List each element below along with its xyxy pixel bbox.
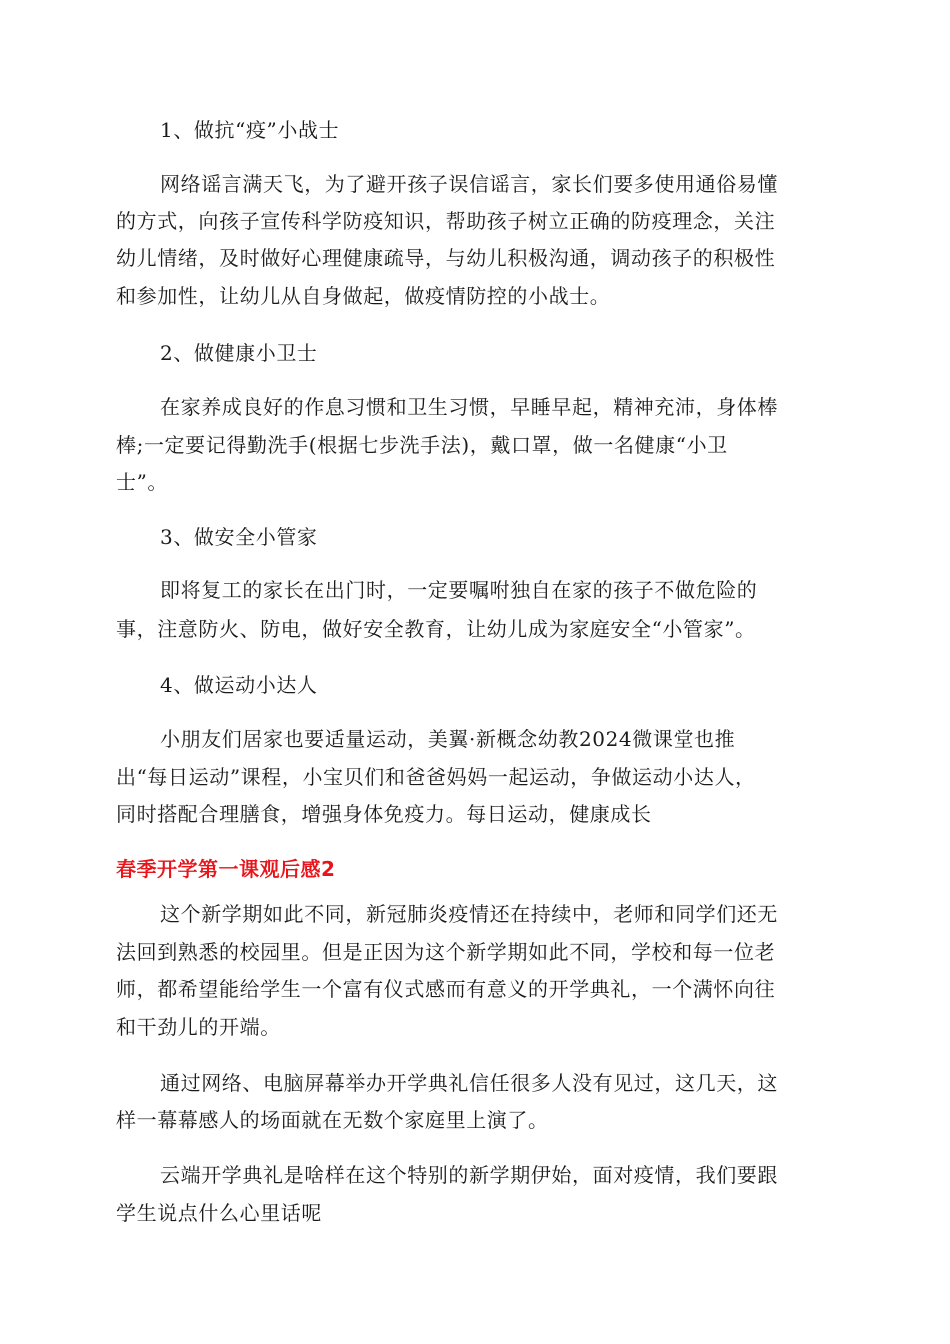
section-3-line-2: 事，注意防火、防电，做好安全教育，让幼儿成为家庭安全“小管家”。 xyxy=(116,617,756,641)
article-p1-line-4: 和干劲儿的开端。 xyxy=(116,1015,281,1039)
article-p1-line-1: 这个新学期如此不同，新冠肺炎疫情还在持续中，老师和同学们还无 xyxy=(160,902,778,926)
section-2-line-1: 在家养成良好的作息习惯和卫生习惯，早睡早起，精神充沛，身体棒 xyxy=(160,395,778,419)
section-3-title: 3、做安全小管家 xyxy=(160,525,318,549)
article-heading: 春季开学第一课观后感2 xyxy=(116,857,336,881)
article-p1-line-2: 法回到熟悉的校园里。但是正因为这个新学期如此不同，学校和每一位老 xyxy=(116,940,776,964)
section-1-line-1: 网络谣言满天飞，为了避开孩子误信谣言，家长们要多使用通俗易懂 xyxy=(160,172,778,196)
article-p2-line-1: 通过网络、电脑屏幕举办开学典礼信任很多人没有见过，这几天，这 xyxy=(160,1071,778,1095)
section-4-line-1: 小朋友们居家也要适量运动，美翼·新概念幼教2024微课堂也推 xyxy=(160,727,736,751)
section-1-line-2: 的方式，向孩子宣传科学防疫知识，帮助孩子树立正确的防疫理念，关注 xyxy=(116,209,776,233)
article-p3-line-1: 云端开学典礼是啥样在这个特别的新学期伊始，面对疫情，我们要跟 xyxy=(160,1163,778,1187)
section-1-line-4: 和参加性，让幼儿从自身做起，做疫情防控的小战士。 xyxy=(116,284,611,308)
section-4-line-3: 同时搭配合理膳食，增强身体免疫力。每日运动，健康成长 xyxy=(116,802,652,826)
section-2-line-3: 士”。 xyxy=(116,470,169,494)
section-2-title: 2、做健康小卫士 xyxy=(160,341,318,365)
section-2-line-2: 棒;一定要记得勤洗手(根据七步洗手法)，戴口罩，做一名健康“小卫 xyxy=(116,433,728,457)
article-p3-line-2: 学生说点什么心里话呢 xyxy=(116,1201,322,1225)
section-4-line-2: 出“每日运动”课程，小宝贝们和爸爸妈妈一起运动，争做运动小达人， xyxy=(116,765,756,789)
section-1-title: 1、做抗“疫”小战士 xyxy=(160,118,340,142)
article-p2-line-2: 样一幕幕感人的场面就在无数个家庭里上演了。 xyxy=(116,1108,549,1132)
section-4-title: 4、做运动小达人 xyxy=(160,673,318,697)
section-3-line-1: 即将复工的家长在出门时，一定要嘱咐独自在家的孩子不做危险的 xyxy=(160,578,758,602)
section-1-line-3: 幼儿情绪，及时做好心理健康疏导，与幼儿积极沟通，调动孩子的积极性 xyxy=(116,246,776,270)
article-p1-line-3: 师，都希望能给学生一个富有仪式感而有意义的开学典礼，一个满怀向往 xyxy=(116,977,776,1001)
